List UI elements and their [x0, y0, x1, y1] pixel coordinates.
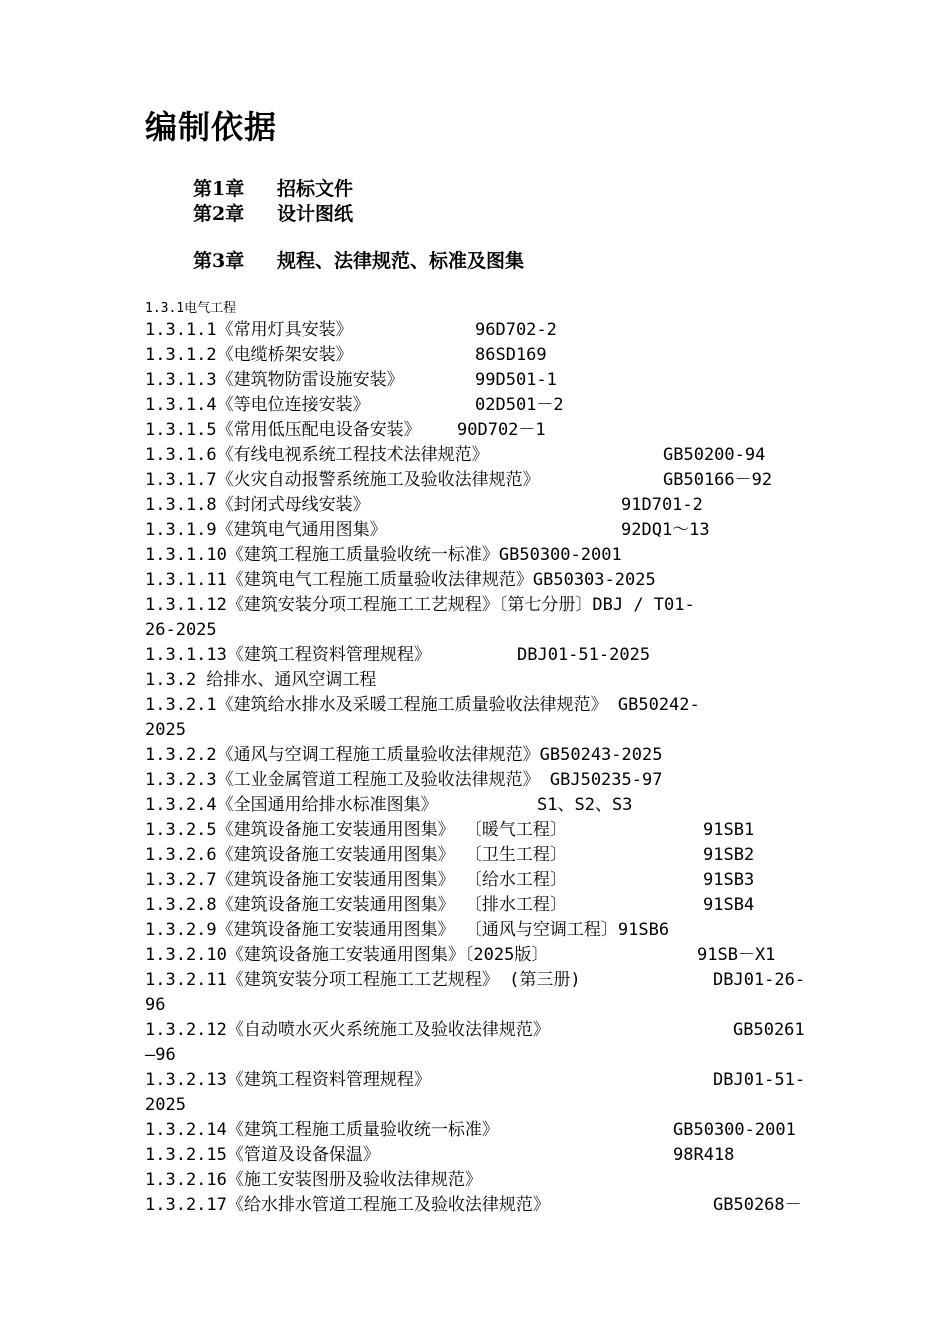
- standard-code: 90D702－1: [457, 420, 546, 440]
- standard-title: 2025: [145, 720, 186, 740]
- standard-code: 91D701-2: [621, 495, 703, 515]
- standard-code: 86SD169: [475, 345, 547, 365]
- standard-item: [145, 1193, 815, 1218]
- chapter-heading: [193, 246, 524, 273]
- chapter-title: 设计图纸: [277, 203, 354, 225]
- standard-item: [145, 793, 815, 818]
- standard-item: [145, 718, 815, 743]
- standard-code: 91SB4: [703, 895, 755, 915]
- standard-code: DBJ01-51-: [713, 1070, 806, 1090]
- standard-title: 1.3.1.1《常用灯具安装》: [145, 320, 353, 340]
- standard-item: [145, 643, 815, 668]
- standard-code: 92DQ1～13: [621, 520, 710, 540]
- standard-item: [145, 1068, 815, 1093]
- standard-item: [145, 493, 815, 518]
- standard-code: 96D702-2: [475, 320, 557, 340]
- standard-code: 02D501－2: [475, 395, 564, 415]
- standard-title: 1.3.1.2《电缆桥架安装》: [145, 345, 353, 365]
- standard-item: [145, 743, 815, 768]
- standard-title: 1.3.2.4《全国通用给排水标准图集》: [145, 795, 438, 815]
- standard-code: DBJ01-51-2025: [517, 645, 651, 665]
- standard-title: 1.3.2.9《建筑设备施工安装通用图集》 〔通风与空调工程〕91SB6: [145, 920, 670, 940]
- standard-title: 1.3.2.8《建筑设备施工安装通用图集》 〔排水工程〕: [145, 895, 567, 915]
- standard-title: 1.3.1.12《建筑安装分项工程施工工艺规程》〔第七分册〕DBJ / T01-: [145, 595, 695, 615]
- standard-item: [145, 393, 815, 418]
- standard-item: [145, 843, 815, 868]
- standard-item: [145, 1043, 815, 1068]
- standard-item: [145, 893, 815, 918]
- standard-title: 1.3.2.1《建筑给水排水及采暖工程施工质量验收法律规范》 GB50242-: [145, 695, 700, 715]
- standard-title: —96: [145, 1045, 176, 1065]
- standard-item: [145, 1118, 815, 1143]
- standard-title: 26-2025: [145, 620, 217, 640]
- standard-title: 1.3.2.7《建筑设备施工安装通用图集》 〔给水工程〕: [145, 870, 567, 890]
- standard-title: 1.3.1.6《有线电视系统工程技术法律规范》: [145, 445, 489, 465]
- standard-code: 91SB2: [703, 845, 755, 865]
- standard-title: 96: [145, 995, 166, 1015]
- standard-title: 1.3.2.3《工业金属管道工程施工及验收法律规范》 GBJ50235-97: [145, 770, 663, 790]
- section-heading: 1.3.1电气工程: [145, 301, 237, 316]
- standard-item: [145, 693, 815, 718]
- standard-title: 1.3.2.10《建筑设备施工安装通用图集》〔2025版〕: [145, 945, 549, 965]
- standard-title: 1.3.1.8《封闭式母线安装》: [145, 495, 370, 515]
- standard-title: 1.3.1.9《建筑电气通用图集》: [145, 520, 387, 540]
- standard-item: [145, 618, 815, 643]
- standard-item: [145, 343, 815, 368]
- standard-item: [145, 668, 815, 693]
- standard-code: GB50261: [733, 1020, 805, 1040]
- standard-item: [145, 993, 815, 1018]
- chapter-number: 第3章: [193, 250, 245, 272]
- chapter-title: 招标文件: [277, 178, 354, 200]
- standard-code: DBJ01-26-: [713, 970, 806, 990]
- standard-title: 1.3.2.6《建筑设备施工安装通用图集》 〔卫生工程〕: [145, 845, 567, 865]
- standard-code: 98R418: [673, 1145, 735, 1165]
- standard-title: 1.3.1.5《常用低压配电设备安装》: [145, 420, 421, 440]
- chapter-title: 规程、法律规范、标准及图集: [277, 250, 525, 272]
- standard-code: GB50300-2001: [673, 1120, 796, 1140]
- standard-item: [145, 1143, 815, 1168]
- standard-title: 1.3.1.7《火灾自动报警系统施工及验收法律规范》: [145, 470, 540, 490]
- standard-item: [145, 943, 815, 968]
- standard-code: 99D501-1: [475, 370, 557, 390]
- chapter-heading: [193, 199, 353, 226]
- standard-item: [145, 968, 815, 993]
- chapter-heading: [193, 174, 353, 201]
- standard-title: 1.3.2 给排水、通风空调工程: [145, 670, 377, 690]
- standard-title: 1.3.1.11《建筑电气工程施工质量验收法律规范》GB50303-2025: [145, 570, 656, 590]
- standards-list: [145, 318, 815, 1218]
- standard-code: GB50200-94: [663, 445, 766, 465]
- chapter-number: 第1章: [193, 178, 245, 200]
- standard-title: 1.3.2.14《建筑工程施工质量验收统一标准》: [145, 1120, 499, 1140]
- standard-item: [145, 818, 815, 843]
- standard-title: 1.3.2.15《管道及设备保温》: [145, 1145, 380, 1165]
- standard-item: [145, 518, 815, 543]
- standard-title: 1.3.2.16《施工安装图册及验收法律规范》: [145, 1170, 482, 1190]
- standard-item: [145, 1018, 815, 1043]
- standard-code: 91SB－X1: [697, 945, 776, 965]
- standard-title: 2025: [145, 1095, 186, 1115]
- standard-title: 1.3.1.4《等电位连接安装》: [145, 395, 370, 415]
- page-title: 编制依据: [145, 108, 278, 146]
- standard-item: [145, 1168, 815, 1193]
- standard-code: 91SB1: [703, 820, 755, 840]
- standard-title: 1.3.2.13《建筑工程资料管理规程》: [145, 1070, 431, 1090]
- standard-code: 91SB3: [703, 870, 755, 890]
- standard-title: 1.3.2.11《建筑安装分项工程施工工艺规程》 (第三册): [145, 970, 581, 990]
- standard-item: [145, 768, 815, 793]
- standard-item: [145, 468, 815, 493]
- standard-title: 1.3.2.17《给水排水管道工程施工及验收法律规范》: [145, 1195, 550, 1215]
- standard-item: [145, 543, 815, 568]
- standard-item: [145, 568, 815, 593]
- standard-code: GB50166－92: [663, 470, 773, 490]
- standard-item: [145, 593, 815, 618]
- standard-item: [145, 868, 815, 893]
- standard-title: 1.3.1.3《建筑物防雷设施安装》: [145, 370, 404, 390]
- standard-item: [145, 1093, 815, 1118]
- standard-title: 1.3.1.10《建筑工程施工质量验收统一标准》GB50300-2001: [145, 545, 622, 565]
- standard-title: 1.3.2.5《建筑设备施工安装通用图集》 〔暖气工程〕: [145, 820, 567, 840]
- standard-title: 1.3.2.12《自动喷水灭火系统施工及验收法律规范》: [145, 1020, 550, 1040]
- standard-title: 1.3.1.13《建筑工程资料管理规程》: [145, 645, 431, 665]
- standard-code: GB50268－: [713, 1195, 802, 1215]
- standard-code: S1、S2、S3: [537, 795, 633, 815]
- standard-title: 1.3.2.2《通风与空调工程施工质量验收法律规范》GB50243-2025: [145, 745, 663, 765]
- standard-item: [145, 368, 815, 393]
- standard-item: [145, 918, 815, 943]
- standard-item: [145, 418, 815, 443]
- chapter-number: 第2章: [193, 203, 245, 225]
- standard-item: [145, 443, 815, 468]
- standard-item: [145, 318, 815, 343]
